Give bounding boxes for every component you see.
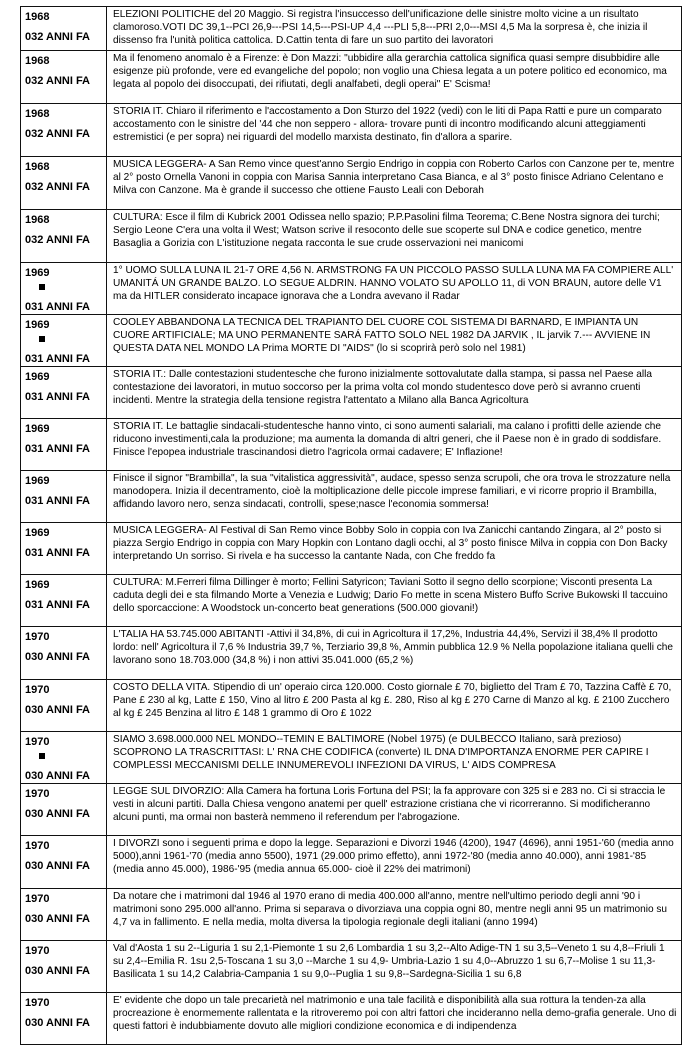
row-years-ago: 031 ANNI FA: [25, 494, 91, 507]
chronology-row: [21, 522, 682, 574]
row-year: 1970: [25, 787, 50, 800]
row-year: 1970: [25, 683, 50, 696]
row-years-ago: 030 ANNI FA: [25, 807, 91, 820]
date-cell: [21, 992, 107, 1044]
chronology-row: [21, 366, 682, 418]
date-cell: [21, 50, 107, 103]
date-cell: [21, 731, 107, 783]
row-year: 1970: [25, 839, 50, 852]
row-year: 1970: [25, 630, 50, 643]
event-text: COSTO DELLA VITA. Stipendio di un' operaio circa 120.000. Costo giornale £ 70, biglietto del Tram £ 70, Tazzina Caffè £ 70, Pane £ 230 al kg, Latte £ 150, Vino al litro £ 200 Pasta al kg £. 280, Riso al kg £ 270 Carne di Manzo al kg. £ 2100 Zucchero al kg £ 245 Benzina al litro £ 148 1 grammo di Oro £ 1022: [107, 679, 682, 731]
date-cell: [21, 835, 107, 888]
event-text: Ma il fenomeno anomalo è a Firenze: è Don Mazzi: "ubbidire alla gerarchia cattolica significa quasi sempre disubbidire alle esigenze più profonde, vere ed evangeliche del popolo; non voglio una Chiesa legata a un potere politico ed economico, ma legata al popolo dei disoccupati, dei rifiutati, degli analfabeti, degli operai" E' Scisma!: [107, 50, 682, 103]
row-year: 1970: [25, 735, 50, 748]
event-text: COOLEY ABBANDONA LA TECNICA DEL TRAPIANTO DEL CUORE COL SISTEMA DI BARNARD, E IMPIANTA UN CUORE ARTIFICIALE; MA UNO PERMANENTE SARÁ FATTO SOLO NEL 1982 DA JARVIK , IL jarvik 7.--- AVVIENE IN QUESTA DATA NEL MONDO LA Prima MORTE DI "AIDS" (lo si scoprirà però solo nel 1981): [107, 314, 682, 366]
event-text: E' evidente che dopo un tale precarietà nel matrimonio e una tale facilità e disponibilità alla sua rottura la tenden-za alla procreazione è enormemente rallentata e la ritroveremo poi con altri fattori che incideranno nella demo-grafia generale. Uno di questi fattori è indubbiamente dovuto alle migliori condizione economica e di indipendenza: [107, 992, 682, 1044]
row-years-ago: 030 ANNI FA: [25, 1016, 91, 1029]
event-text: STORIA IT. Le battaglie sindacali-studentesche hanno vinto, ci sono aumenti salariali, ma calano i profitti delle aziende che riducono investimenti,cala la produzione; ma aumenta la domanda di altri generi, che il Paese non è in grado di soddisfare. Finisce l'epopea industriale trascinandosi dietro l'agricola ormai cadavere; E' Inflazione!: [107, 418, 682, 470]
row-years-ago: 031 ANNI FA: [25, 352, 91, 365]
date-cell: [21, 940, 107, 992]
event-text: L'TALIA HA 53.745.000 ABITANTI -Attivi il 34,8%, di cui in Agricoltura il 17,2%, Industria 44,4%, Servizi il 38,4% Il prodotto lordo: nell' Agricoltura il 7,6 % Industria 39,7 %, Terziario 39,8 %, Ammin pubblica 12.9 % Nella popolazione italiana quelli che lavorano sono 18.703.000 (34,8 %) i non attivi 35.041.000 (65,2 %): [107, 626, 682, 679]
date-cell: [21, 156, 107, 209]
row-years-ago: 032 ANNI FA: [25, 127, 91, 140]
event-text: LEGGE SUL DIVORZIO: Alla Camera ha fortuna Loris Fortuna del PSI; la fa approvare con 325 si e 283 no. Ci si straccia le vesti in alcuni partiti. Dalla Chiesa vengono anatemi per quell' estrazione cristiana che vi ricorreranno. Si modificheranno alcuni punti, ma ormai non basterà nemmeno il referendum per l'abrogazione.: [107, 783, 682, 835]
date-cell: [21, 626, 107, 679]
row-year: 1968: [25, 11, 50, 23]
event-text: CULTURA: M.Ferreri filma Dillinger è morto; Fellini Satyricon; Taviani Sotto il segno dello scorpione; Visconti presenta La caduta degli dei e sta filmando Morte a Venezia e Ludwig; Dario Fo mette in scena Mistero Buffo Scrive Bukowski Il taccuino dello sporcaccione: A Woodstock un-concerto beat generations (500.000 giovani!): [107, 574, 682, 626]
row-year: 1970: [25, 944, 50, 957]
chronology-row: [21, 731, 682, 783]
row-year: 1969: [25, 578, 50, 591]
square-bullet-icon: [39, 753, 45, 759]
event-text: 1° UOMO SULLA LUNA IL 21-7 ORE 4,56 N. ARMSTRONG FA UN PICCOLO PASSO SULLA LUNA MA FA COMPIERE ALL' UMANITÁ UN GRANDE BALZO. LO SEGUE ALDRIN. HANNO VOLATO SU APOLLO 11, di VON BRAUN, autore delle V1 ma da HITLER considerato incapace ignorava che a Londra avevano il Radar: [107, 262, 682, 314]
square-bullet-icon: [39, 284, 45, 290]
chronology-row: [21, 314, 682, 366]
row-years-ago: 032 ANNI FA: [25, 74, 91, 87]
date-cell: [21, 209, 107, 262]
date-cell: [21, 262, 107, 314]
chronology-row: [21, 888, 682, 940]
row-years-ago: 030 ANNI FA: [25, 964, 91, 977]
event-text: Val d'Aosta 1 su 2--Liguria 1 su 2,1-Piemonte 1 su 2,6 Lombardia 1 su 3,2--Alto Adige-TN 1 su 3,5--Veneto 1 su 4,8--Friuli 1 su 2,4--Emilia R. 1su 2,5-Toscana 1 su 3,0 --Marche 1 su 4,9- Umbria-Lazio 1 su 4,0--Abruzzo 1 su 6,7--Molise 1 su 11,3-Basilicata 1 su 14,2 Calabria-Campania 1 su 9,0--Puglia 1 su 9,8--Sardegna-Sicilia 1 su 6,8: [107, 940, 682, 992]
row-years-ago: 030 ANNI FA: [25, 912, 91, 925]
event-text: CULTURA: Esce il film di Kubrick 2001 Odissea nello spazio; P.P.Pasolini filma Teorema; C.Bene Nostra signora dei turchi; Sergio Leone C'era una volta il West; Watson scrive il resoconto delle sue scoperte sul DNA e codice genetico, mentre Basaglia a Gorizia con L'istituzione negata racconta le sue crude osservazioni nei manicomi: [107, 209, 682, 262]
chronology-row: [21, 262, 682, 314]
square-bullet-icon: [39, 336, 45, 342]
event-text: SIAMO 3.698.000.000 NEL MONDO--TEMIN E BALTIMORE (Nobel 1975) (e DULBECCO Italiano, sarà prezioso) SCOPRONO LA TRASCRITTASI: L' RNA CHE CODIFICA (converte) IL DNA D'IMPORTANZA ENORME PER CAPIRE I COMPLESSI MECCANISMI DELLE INNUMEREVOLI INFEZIONI DA VIRUS, L' AIDS COMPRESA: [107, 731, 682, 783]
date-cell: [21, 574, 107, 626]
date-cell: [21, 522, 107, 574]
event-text: STORIA IT.: Dalle contestazioni studentesche che furono inizialmente sottovalutate dalla stampa, si passa nel Paese alla contestazione dei lavoratori, in mutuo soccorso per la prima volta col mondo studentesco dove però si avranno cruenti incidenti. Mentre la strategia della tensione registra l'attentato a Milano alla Banca Agricoltura: [107, 366, 682, 418]
chronology-page: [20, 6, 682, 1045]
date-cell: [21, 679, 107, 731]
chronology-rows: [21, 7, 682, 1045]
row-years-ago: 032 ANNI FA: [25, 31, 91, 43]
row-year: 1968: [25, 160, 50, 173]
date-cell: [21, 314, 107, 366]
chronology-row: [21, 940, 682, 992]
row-years-ago: 030 ANNI FA: [25, 769, 91, 782]
date-cell: [21, 366, 107, 418]
row-year: 1969: [25, 422, 50, 435]
row-year: 1969: [25, 370, 50, 383]
date-cell: [21, 103, 107, 156]
chronology-row: [21, 835, 682, 888]
row-year: 1969: [25, 474, 50, 487]
row-year: 1969: [25, 318, 50, 331]
row-years-ago: 030 ANNI FA: [25, 650, 91, 663]
date-cell: [21, 888, 107, 940]
event-text: MUSICA LEGGERA- A San Remo vince quest'anno Sergio Endrigo in coppia con Roberto Carlos con Canzone per te, mentre al 2° posto Ornella Vanoni in coppia con Marisa Sannia interpretano Casa Bianca, e al 3° posto finisce Adriano Celentano e Milva con Canzone. Ma è grande il successo che ottiene Fausto Leali con Deborah: [107, 156, 682, 209]
event-text: Da notare che i matrimoni dal 1946 al 1970 erano di media 400.000 all'anno, mentre nell'ultimo periodo degli anni '90 i matrimoni sono 295.000 all'anno. Prima si separava o divorziava una coppia ogni 80, mentre negli anni 95 un matrimonio su 4,7 va in fallimento. E nella media, molta diversa la tipologia regionale degli italiani (anno 1994): [107, 888, 682, 940]
row-years-ago: 032 ANNI FA: [25, 180, 91, 193]
row-years-ago: 030 ANNI FA: [25, 703, 91, 716]
row-year: 1970: [25, 996, 50, 1009]
row-years-ago: 031 ANNI FA: [25, 300, 91, 313]
row-years-ago: 032 ANNI FA: [25, 233, 91, 246]
chronology-row: [21, 156, 682, 209]
chronology-row: [21, 103, 682, 156]
row-years-ago: 031 ANNI FA: [25, 390, 91, 403]
date-cell: [21, 7, 107, 51]
row-years-ago: 031 ANNI FA: [25, 546, 91, 559]
date-cell: [21, 783, 107, 835]
chronology-row: [21, 992, 682, 1044]
row-year: 1969: [25, 526, 50, 539]
chronology-row: [21, 7, 682, 51]
row-year: 1968: [25, 54, 50, 67]
row-year: 1970: [25, 892, 50, 905]
chronology-row: [21, 783, 682, 835]
row-year: 1968: [25, 107, 50, 120]
date-cell: [21, 418, 107, 470]
chronology-table: [20, 6, 682, 1045]
row-year: 1969: [25, 266, 50, 279]
chronology-row: [21, 470, 682, 522]
event-text: Finisce il signor "Brambilla", la sua "vitalistica aggressività", audace, spesso senza scrupoli, che ora trova le strozzature nella manodopera. Inizia il decentramento, cioè la moltiplicazione delle piccole imprese familiari, e vi ricorre proprio il Brambilla, affidando lavoro nero, senza sindacati, controlli, spese;nasce l'economia sommersa!: [107, 470, 682, 522]
event-text: MUSICA LEGGERA- Al Festival di San Remo vince Bobby Solo in coppia con Iva Zanicchi cantando Zingara, al 2° posto si piazza Sergio Endrigo in coppia con Mary Hopkin con Lontano dagli occhi, al 3° posto finisce Milva in coppia con Don Backy interpretando Un sorriso. Si rivela e ha successo la cantante Nada, con Che freddo fa: [107, 522, 682, 574]
row-year: 1968: [25, 213, 50, 226]
chronology-row: [21, 209, 682, 262]
chronology-row: [21, 50, 682, 103]
row-years-ago: 030 ANNI FA: [25, 859, 91, 872]
date-cell: [21, 470, 107, 522]
chronology-row: [21, 679, 682, 731]
chronology-row: [21, 574, 682, 626]
chronology-row: [21, 626, 682, 679]
chronology-row: [21, 418, 682, 470]
event-text: STORIA IT. Chiaro il riferimento e l'accostamento a Don Sturzo del 1922 (vedi) con le liti di Papa Ratti e pure un comparato accostamento con le sinistre del '44 che non seppero - allora- trovare punti di incontro modificando alcuni atteggiamenti estremistici (e per sopra) nei riguardi del modello marxista destinato, fin d'allora a sparire.: [107, 103, 682, 156]
event-text: ELEZIONI POLITICHE del 20 Maggio. Si registra l'insuccesso dell'unificazione delle sinistre molto vicine a un risultato clamoroso.VOTI DC 39,1--PCI 26,9---PSI 14,5---PSI-UP 4,4 ---PLI 5,8---PRI 2,0---MSI 4,5 Ma la sorpresa è, che inizia il dissenso fra l'unità politica cattolica. D.Cattin tenta di fare un suo partito dei lavoratori: [107, 7, 682, 51]
row-years-ago: 031 ANNI FA: [25, 442, 91, 455]
event-text: I DIVORZI sono i seguenti prima e dopo la legge. Separazioni e Divorzi 1946 (4200), 1947 (4696), anni 1951-'60 (media anno 5000),anni 1961-'70 (media anno 5500), 1971 (29.000 primo effetto), anni 1972-'80 (media anno 40.000), anni 1981-'85 (media anno 45.000), 1986-'95 (media annua 65.000- cioè il 22% dei matrimoni): [107, 835, 682, 888]
row-years-ago: 031 ANNI FA: [25, 598, 91, 611]
